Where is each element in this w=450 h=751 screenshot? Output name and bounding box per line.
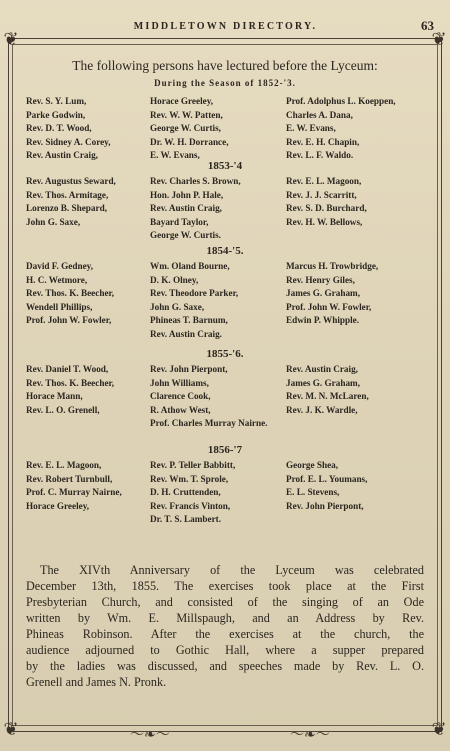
paragraph-line: Grenell and James N. Pronk. (26, 675, 167, 689)
lecturer-name: John Williams, (150, 377, 209, 388)
paragraph-line: audience adjourned to Gothic Hall, where a supper prepared (26, 643, 424, 657)
paragraph-line: Presbyterian Church, and consisted of the singing of an Ode (26, 595, 424, 609)
lecturer-name: Rev. E. L. Magoon, (286, 176, 362, 186)
lecturer-name: Hon. John P. Hale, (150, 189, 224, 200)
lecturer-name: Rev. Francis Vinton, (150, 500, 231, 511)
lecturer-name: Charles A. Dana, (286, 109, 353, 120)
bottom-flourish-icon: 〜❧〜 (130, 728, 170, 743)
corner-ornament-icon: ❦ (431, 29, 447, 49)
corner-ornament-icon: ❦ (431, 719, 447, 739)
lecturer-name: H. C. Wetmore, (26, 274, 88, 285)
lecturer-name: George W. Curtis, (150, 123, 221, 134)
lecturer-name: Prof. E. L. Youmans, (286, 473, 368, 484)
lecturer-name: John G. Saxe, (150, 301, 205, 312)
lecturer-name: James G. Graham, (286, 377, 361, 388)
lecturer-name: Rev. W. W. Patten, (150, 109, 223, 120)
lecturer-name: Rev. M. N. McLaren, (286, 391, 369, 402)
paragraph-line: written by Wm. E. Millspaugh, and an Address by Rev. (26, 611, 424, 625)
lecturer-name: Prof. John W. Fowler, (286, 301, 372, 312)
lecturer-name: Horace Greeley, (26, 500, 90, 511)
lecturer-name: Rev. Robert Turnbull, (26, 473, 113, 484)
lecturer-name: Rev. S. Y. Lum, (26, 96, 87, 106)
lecturer-name: E. L. Stevens, (286, 487, 340, 498)
bottom-flourish-icon: 〜❧〜 (290, 728, 330, 743)
lecturer-name: E. W. Evans, (150, 150, 200, 161)
corner-ornament-icon: ❦ (3, 719, 19, 739)
lecturer-name: Edwin P. Whipple. (286, 315, 360, 326)
lecturer-name: Horace Mann, (26, 391, 83, 402)
lecturer-name: Rev. John Pierpont, (150, 364, 228, 374)
paragraph-line: Phineas Robinson. After the exercises at the church, the (26, 627, 424, 641)
season-heading: During the Season of 1852-'3. (154, 78, 296, 88)
lecturer-name: James G. Graham, (286, 288, 361, 299)
lecturer-name: Rev. Charles S. Brown, (150, 176, 241, 186)
lecturer-name: Rev. Daniel T. Wood, (26, 364, 109, 374)
lecturer-name: Dr. T. S. Lambert. (150, 514, 222, 525)
lecturer-name: Rev. Henry Giles, (286, 274, 355, 285)
lecturer-name: E. W. Evans, (286, 123, 336, 134)
paragraph-line: The XIVth Anniversary of the Lyceum was celebrated (40, 563, 424, 577)
lecturer-name: Rev. Austin Craig, (150, 203, 222, 214)
lecturer-name: Rev. Thos. K. Beecher, (26, 288, 115, 299)
lecturer-name: Prof. John W. Fowler, (26, 315, 112, 326)
lecturer-name: Prof. Charles Murray Nairne. (150, 418, 268, 429)
paragraph-line: December 13th, 1855. The exercises took place at the First (26, 579, 424, 593)
running-title: MIDDLETOWN DIRECTORY. (133, 20, 318, 32)
lecturer-name: Horace Greeley, (150, 96, 214, 106)
page-header (30, 16, 434, 36)
season-year-heading: 1853-'4 (207, 160, 243, 172)
lecturer-name: Bayard Taylor, (150, 216, 209, 227)
lecturer-name: Lorenzo B. Shepard, (26, 203, 107, 214)
lecturer-name: Wm. Oland Bourne, (150, 261, 230, 271)
lecturer-name: Rev. Wm. T. Sprole, (150, 473, 229, 484)
lecturer-name: Prof. Adolphus L. Koeppen, (286, 96, 396, 106)
lecturer-name: Rev. D. T. Wood, (26, 123, 92, 134)
lecturer-name: D. K. Olney, (150, 274, 199, 285)
season-year-heading: 1854-'5. (206, 245, 244, 257)
lecturer-name: Dr. W. H. Dorrance, (150, 136, 229, 147)
page-number: 63 (421, 18, 434, 33)
lecturer-name: Phineas T. Barnum, (150, 315, 228, 326)
lecturer-name: Rev. John Pierpont, (286, 500, 364, 511)
lecturer-name: Parke Godwin, (26, 109, 86, 120)
lecturer-name: Clarence Cook, (150, 391, 211, 402)
lecturer-name: Rev. S. D. Burchard, (286, 203, 367, 214)
lecturer-name: Marcus H. Trowbridge, (286, 261, 379, 271)
lecturer-name: Rev. L. F. Waldo. (286, 150, 354, 161)
lecturer-name: Rev. L. O. Grenell, (26, 404, 100, 415)
lecturer-name: George Shea, (286, 460, 339, 470)
lecturer-name: Wendell Phillips, (26, 301, 93, 312)
lecturer-name: David F. Gedney, (26, 261, 94, 271)
lecturer-name: Rev. Thos. K. Beecher, (26, 377, 115, 388)
lecturer-name: R. Athow West, (150, 404, 211, 415)
lecturer-name: Rev. J. K. Wardle, (286, 404, 358, 415)
season-year-heading: 1855-'6. (206, 348, 244, 360)
intro-heading: The following persons have lectured before the Lyceum: (72, 58, 378, 73)
lecturer-name: Rev. J. J. Scarritt, (286, 189, 357, 200)
lecturer-name: Rev. Theodore Parker, (150, 288, 239, 299)
lecturer-name: Prof. C. Murray Nairne, (26, 487, 122, 498)
corner-ornament-icon: ❦ (3, 29, 19, 49)
lecturer-name: Rev. Thos. Armitage, (26, 189, 109, 200)
anniversary-paragraph (26, 562, 424, 690)
lecturer-name: Rev. H. W. Bellows, (286, 216, 363, 227)
season-year-heading: 1856-'7 (207, 444, 243, 456)
lecturer-name: Rev. P. Teller Babbitt, (150, 460, 236, 470)
lecturer-name: Rev. Austin Craig, (286, 364, 358, 374)
lecturer-name: Rev. Sidney A. Corey, (26, 136, 111, 147)
lecturer-name: Rev. E. L. Magoon, (26, 460, 102, 470)
lecturer-name: D. H. Cruttenden, (150, 487, 221, 498)
lecturer-name: George W. Curtis. (150, 230, 221, 241)
lecturer-name: Rev. Augustus Seward, (26, 176, 116, 186)
lecturer-name: Rev. Austin Craig, (26, 150, 98, 161)
lecturer-name: John G. Saxe, (26, 216, 81, 227)
lecturer-name: Rev. E. H. Chapin, (286, 136, 360, 147)
lecturer-name: Rev. Austin Craig. (150, 329, 222, 339)
paragraph-line: by the ladies was discussed, and speeches made by Rev. L. O. (26, 659, 424, 673)
